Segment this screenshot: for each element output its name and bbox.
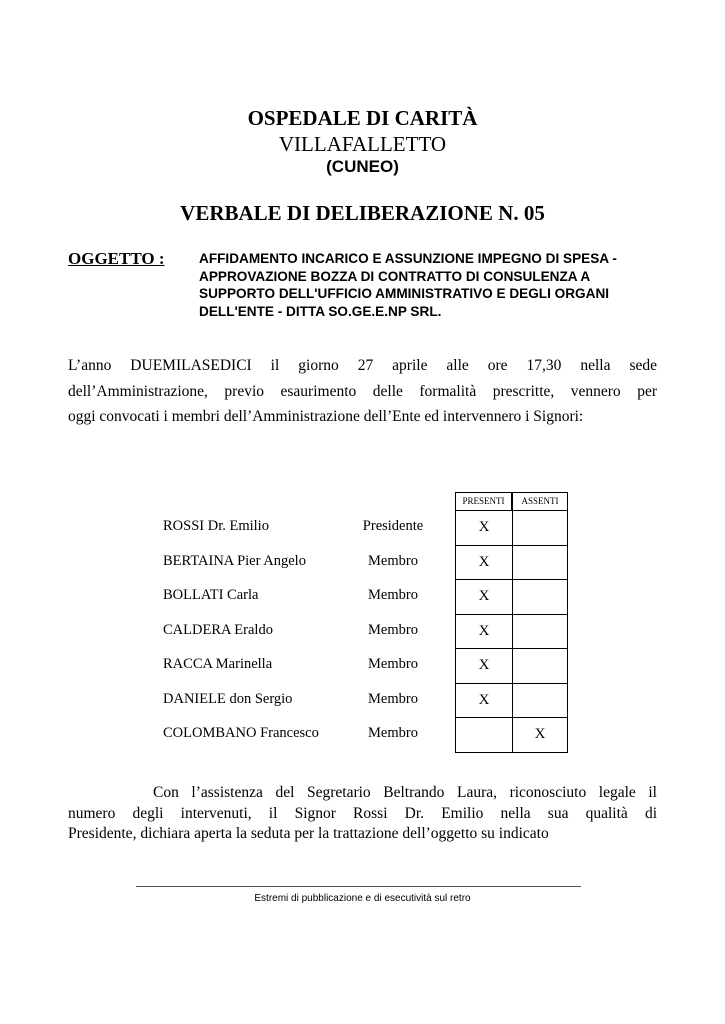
member-name: COLOMBANO Francesco — [163, 725, 319, 741]
province-name: (CUNEO) — [326, 157, 399, 176]
closing-line: Con l’assistenza del Segretario Beltrando Laura, riconosciuto legale il — [153, 784, 657, 801]
institution-name: OSPEDALE DI CARITÀ — [247, 106, 478, 130]
present-cell: X — [455, 579, 513, 615]
member-role: Membro — [368, 552, 418, 569]
document-title: VERBALE DI DELIBERAZIONE N. 05 — [180, 201, 545, 225]
member-name: BERTAINA Pier Angelo — [163, 552, 306, 569]
present-cell: X — [455, 545, 513, 581]
present-cell: X — [455, 614, 513, 650]
intro-line: L’anno DUEMILASEDICI il giorno 27 aprile alle ore 17,30 nella sede — [68, 357, 657, 374]
member-role: Membro — [368, 690, 418, 707]
member-name: BOLLATI Carla — [163, 587, 259, 603]
oggetto-text — [199, 250, 669, 320]
absent-column-header: ASSENTI — [512, 492, 568, 510]
footer-divider — [136, 886, 581, 887]
absent-cell: X — [512, 717, 568, 753]
member-role: Membro — [368, 725, 418, 741]
member-role: Membro — [368, 587, 418, 603]
absent-cell — [512, 648, 568, 684]
closing-line: Presidente, dichiara aperta la seduta per la trattazione dell’oggetto su indicato — [68, 825, 549, 842]
closing-paragraph — [68, 783, 657, 845]
town-name: VILLAFALLETTO — [278, 132, 447, 156]
oggetto-line: AFFIDAMENTO INCARICO E ASSUNZIONE IMPEGNO DI SPESA - — [199, 251, 617, 266]
member-name: RACCA Marinella — [163, 656, 273, 672]
member-role: Membro — [368, 656, 418, 672]
oggetto-line: APPROVAZIONE BOZZA DI CONTRATTO DI CONSULENZA A — [199, 268, 591, 284]
member-role: Membro — [368, 621, 418, 638]
absent-cell — [512, 579, 568, 615]
member-name: DANIELE don Sergio — [163, 690, 293, 707]
present-cell: X — [455, 648, 513, 684]
oggetto-line: DELL'ENTE - DITTA SO.GE.E.NP SRL. — [199, 303, 442, 319]
member-name: ROSSI Dr. Emilio — [163, 518, 269, 534]
absent-cell — [512, 614, 568, 650]
intro-line: dell’Amministrazione, previo esaurimento delle formalità prescritte, vennero per — [68, 382, 657, 400]
present-cell: X — [455, 683, 513, 719]
intro-line: oggi convocati i membri dell’Amministrazione dell’Ente ed intervennero i Signori: — [68, 408, 584, 425]
absent-cell — [512, 510, 568, 546]
member-name: CALDERA Eraldo — [163, 621, 273, 638]
present-cell: X — [455, 510, 513, 546]
footer-note: Estremi di pubblicazione e di esecutività sul retro — [254, 893, 471, 904]
oggetto-line: SUPPORTO DELL'UFFICIO AMMINISTRATIVO E DEGLI ORGANI — [199, 286, 610, 301]
member-role: Presidente — [362, 518, 424, 534]
intro-paragraph — [68, 353, 657, 430]
absent-cell — [512, 683, 568, 719]
absent-cell — [512, 545, 568, 581]
present-column-header: PRESENTI — [455, 492, 512, 510]
oggetto-label: OGGETTO : — [68, 249, 165, 268]
closing-line: numero degli intervenuti, il Signor Rossi Dr. Emilio nella sua qualità di — [68, 804, 657, 822]
present-cell — [455, 717, 513, 753]
